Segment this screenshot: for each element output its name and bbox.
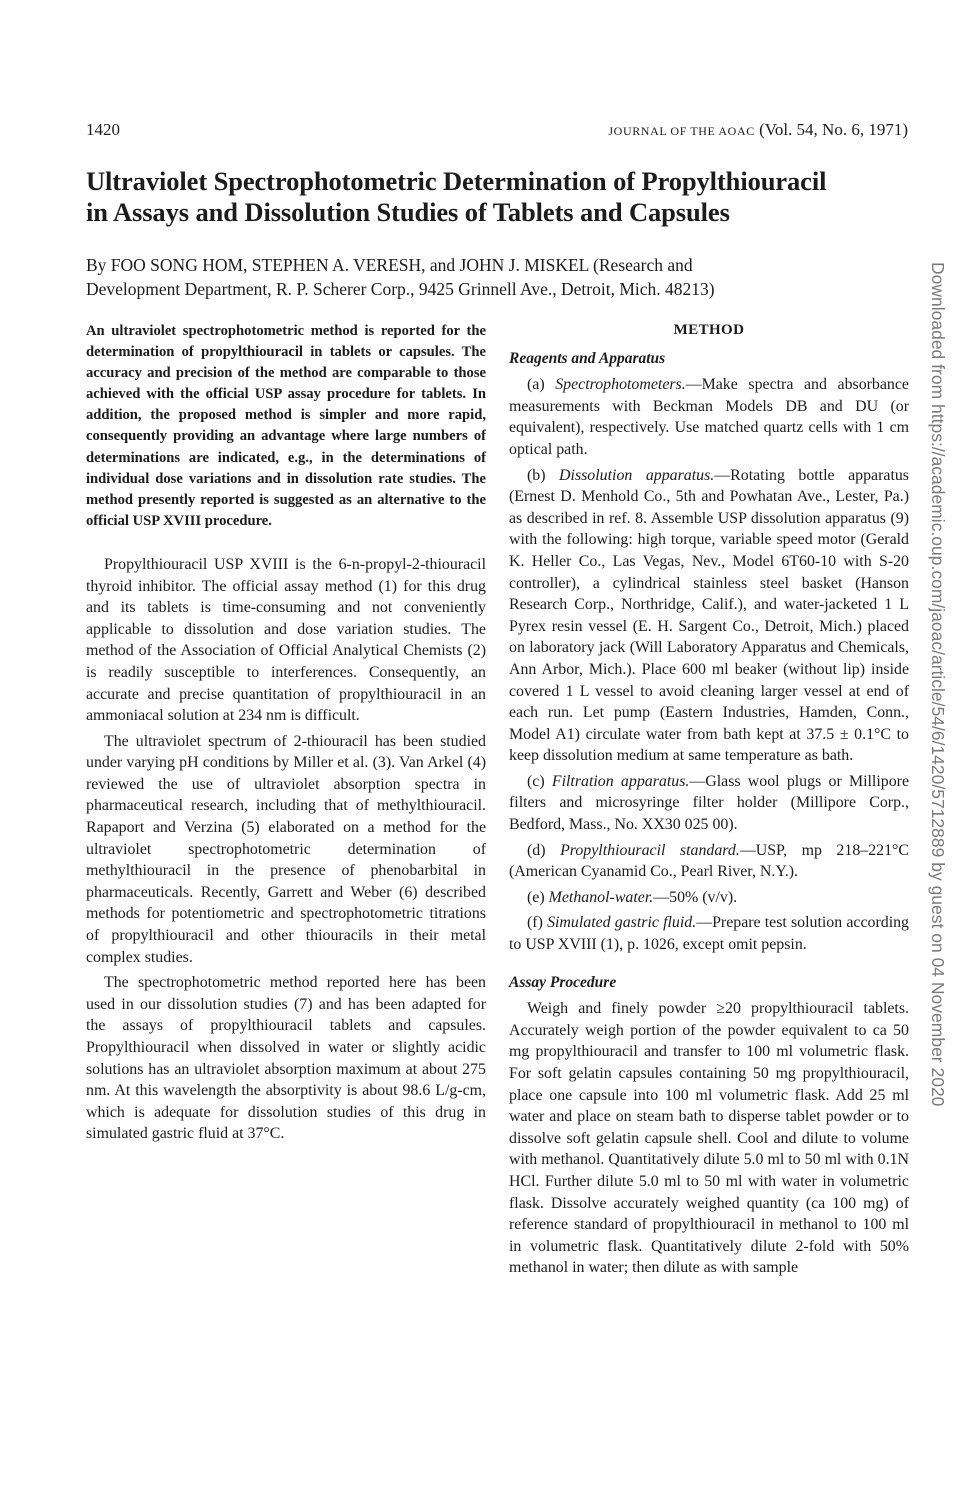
reagents-heading: Reagents and Apparatus bbox=[509, 349, 666, 367]
byline-line: By FOO SONG HOM, STEPHEN A. VERESH, and JOHN J. MISKEL (Research and bbox=[86, 255, 693, 275]
right-column bbox=[509, 318, 909, 1279]
item-text: —50% (v/v). bbox=[653, 888, 738, 906]
reagent-item bbox=[509, 887, 909, 909]
item-label: (d) bbox=[527, 841, 546, 859]
item-title: Simulated gastric fluid. bbox=[547, 914, 697, 932]
reagent-item bbox=[509, 912, 909, 955]
item-title: Propylthiouracil standard. bbox=[560, 841, 740, 859]
intro-paragraph: Propylthiouracil USP XVIII is the 6-n-propyl-2-thiouracil thyroid inhibitor. The official assay method (1) for this drug and its tablets is time-consuming and not conveniently applicable to dissolution and dose variation studies. The method of the Association of Official Analytical Chemists (2) is readily susceptible to interferences. Consequently, an accurate and precise quantitation of propylthiouracil in an ammoniacal solution at 234 nm is difficult. bbox=[86, 555, 486, 725]
introduction bbox=[86, 554, 486, 1145]
reagent-item bbox=[509, 840, 909, 883]
method-heading: METHOD bbox=[673, 322, 745, 338]
running-header bbox=[86, 120, 908, 144]
title-line: in Assays and Dissolution Studies of Tablets and Capsules bbox=[86, 197, 730, 227]
left-column bbox=[86, 318, 486, 1145]
page-number: 1420 bbox=[86, 120, 120, 139]
reagent-item bbox=[509, 374, 909, 460]
reagent-item bbox=[509, 465, 909, 767]
article-title bbox=[86, 166, 926, 228]
title-line: Ultraviolet Spectrophotometric Determination of Propylthiouracil bbox=[86, 166, 827, 196]
item-text: —Rotating bottle apparatus (Ernest D. Menhold Co., 5th and Powhatan Ave., Lester, Pa.) as described in ref. 8. Assemble USP dissolution apparatus (9) with the following: high torque, variable speed motor (Gerald K. Heller Co., Las Vegas, Nev., Model 6T60-10 with S-20 controller), a cylindrical stainless steel basket (Hanson Research Corp., Northridge, Calif.), and water-jacketed 1 L Pyrex resin vessel (E. H. Sargent Co., Detroit, Mich.) placed on laboratory jack (Will Laboratory Apparatus and Chemicals, Ann Arbor, Mich.). Place 600 ml beaker (without lip) inside covered 1 L vessel to avoid cleaning larger vessel at end of each run. Let pump (Eastern Industries, Hamden, Conn., Model A1) circulate water from bath kept at 37.5 ± 0.1°C to keep dissolution medium at same temperature as bath. bbox=[509, 466, 909, 765]
author-byline bbox=[86, 253, 926, 301]
journal-citation bbox=[608, 120, 908, 140]
item-text: —USP, mp 218–221°C (American Cyanamid Co., Pearl River, N.Y.). bbox=[509, 841, 910, 881]
item-label: (b) bbox=[527, 466, 546, 484]
intro-paragraph: The ultraviolet spectrum of 2-thiouracil has been studied under varying pH conditions by Miller et al. (3). Van Arkel (4) reviewed the use of ultraviolet absorption spectra in pharmaceutical research, including that of methylthiouracil. Rapaport and Verzina (5) elaborated on a method for the ultraviolet spectrophotometric determination of methylthiouracil in the presence of phenobarbital in pharmaceuticals. Recently, Garrett and Weber (6) described methods for potentiometric and spectrophotometric titrations of propylthiouracil and other thiouracils in their metal complex studies. bbox=[86, 732, 486, 966]
journal-volume: (Vol. 54, No. 6, 1971) bbox=[759, 120, 908, 139]
intro-paragraph: The spectrophotometric method reported here has been used in our dissolution studies (7) and has been adapted for the assays of propylthiouracil tablets and capsules. Propylthiouracil when dissolved in water or slightly acidic solutions has an ultraviolet absorption maximum at about 275 nm. At this wavelength the absorptivity is about 98.6 L/g-cm, which is adequate for dissolution studies of this drug in simulated gastric fluid at 37°C. bbox=[86, 974, 486, 1143]
item-label: (c) bbox=[527, 772, 545, 790]
item-text: —Glass wool plugs or Millipore filters and microsyringe filter holder (Millipore Corp., Bedford, Mass., No. XX30 025 00). bbox=[509, 772, 909, 834]
item-title: Dissolution apparatus. bbox=[559, 466, 715, 484]
reagent-item bbox=[509, 771, 909, 836]
item-text: —Prepare test solution according to USP XVIII (1), p. 1026, except omit pepsin. bbox=[509, 914, 910, 954]
download-watermark bbox=[918, 262, 958, 1162]
journal-name: JOURNAL OF THE AOAC bbox=[608, 124, 755, 138]
item-label: (f) bbox=[527, 914, 543, 932]
assay-heading: Assay Procedure bbox=[509, 973, 617, 991]
byline-line: Development Department, R. P. Scherer Corp., 9425 Grinnell Ave., Detroit, Mich. 48213) bbox=[86, 279, 715, 299]
item-title: Spectrophotometers. bbox=[555, 376, 686, 394]
item-text: —Make spectra and absorbance measurements with Beckman Models DB and DU (or equivalent), respectively. Use matched quartz cells with 1 cm optical path. bbox=[509, 376, 909, 458]
item-label: (e) bbox=[527, 888, 545, 906]
abstract: An ultraviolet spectrophotometric method is reported for the determination of propylthiouracil in tablets or capsules. The accuracy and precision of the method are comparable to those achieved with the official USP assay procedure for tablets. In addition, the proposed method is simpler and more rapid, consequently providing an advantage where large numbers of determinations are indicated, e.g., in the determinations of individual dose variations and in dissolution rate studies. The method presently reported is suggested as an alternative to the official USP XVIII procedure. bbox=[86, 323, 486, 529]
download-notice: Downloaded from https://academic.oup.com/jaoac/article/54/6/1420/5712889 by guest on 04 November 2020 bbox=[928, 262, 948, 1107]
item-title: Methanol-water. bbox=[548, 888, 654, 906]
assay-paragraph: Weigh and finely powder ≥20 propylthiouracil tablets. Accurately weigh portion of the powder equivalent to ca 50 mg propylthiouracil and transfer to 100 ml volumetric flask. For soft gelatin capsules containing 50 mg propylthiouracil, place one capsule into 100 ml volumetric flask. Add 25 ml water and place on steam bath to disperse tablet powder or to dissolve soft gelatin capsule shell. Cool and dilute to volume with methanol. Quantitatively dilute 5.0 ml to 50 ml with 0.1N HCl. Further dilute 5.0 ml to 50 ml with water in volumetric flask. Dissolve accurately weighed quantity (ca 100 mg) of reference standard of propylthiouracil in methanol to 100 ml in volumetric flask. Quantitatively dilute 2-fold with 50% methanol in water; then dilute as with sample bbox=[509, 1000, 909, 1277]
item-title: Filtration apparatus. bbox=[551, 772, 690, 790]
item-label: (a) bbox=[527, 376, 545, 394]
